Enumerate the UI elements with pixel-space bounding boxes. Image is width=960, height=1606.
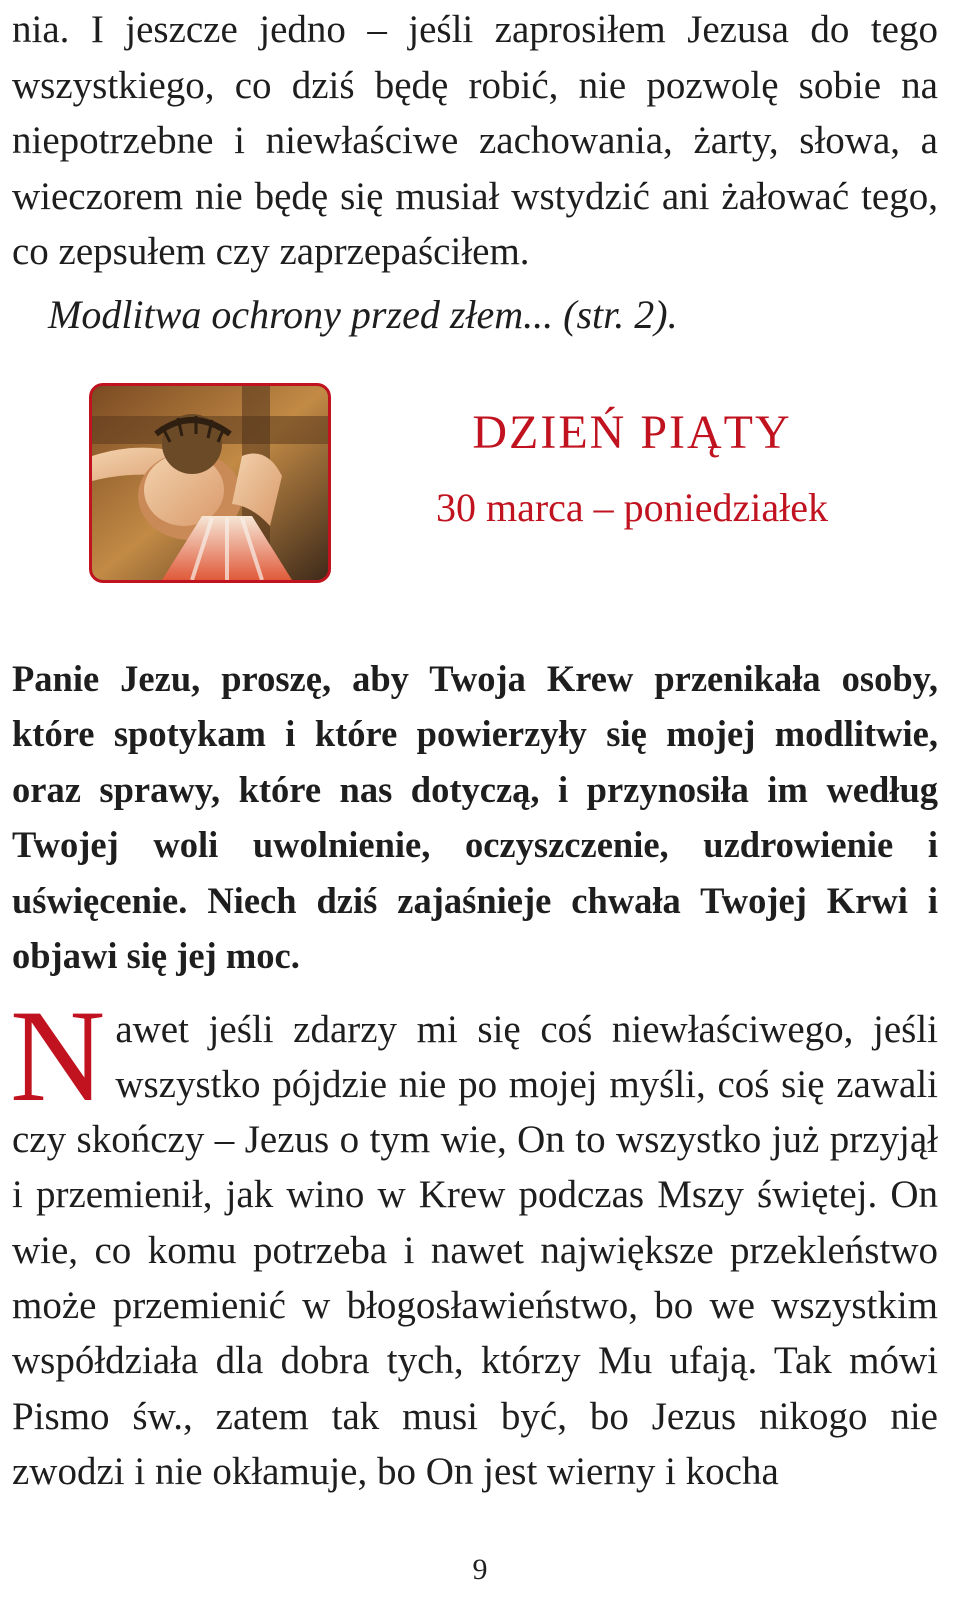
prayer-paragraph: Panie Jezu, proszę, aby Twoja Krew przenikała osoby, które spotykam i które powierzyły się mojej modlitwie, oraz sprawy, które nas dotyczą, i przynosiła im według Twojej woli uwolnienie, oczyszczenie, uzdrowienie i uświęcenie. Niech dziś zajaśnieje chwała Twojej Krwi i objawi się jej moc.	[12, 657, 938, 976]
page-number: 9	[472, 1553, 488, 1586]
drop-cap: N	[10, 981, 106, 1129]
prayer-reference: Modlitwa ochrony przed złem... (str. 2).	[48, 291, 678, 337]
body-text: awet jeśli zdarzy mi się coś niewłaściwego, jeśli wszystko pójdzie nie po mojej myśli, coś się zawali czy skończy – Jezus o tym wie, On to wszystko już przyjął i przemienił, jak wino w Krew podczas Mszy świętej. On wie, co komu potrzeba i nawet największe przekleństwo może przemienić w błogosławieństwo, bo we wszystkim współdziała dla dobra tych, którzy Mu ufają. Tak mówi Pismo św., zatem tak musi być, bo Jezus nikogo nie zwodzi i nie okłamuje, bo On jest wierny i kocha	[12, 1007, 938, 1493]
day-title: DZIEŃ PIĄTY	[472, 405, 792, 459]
intro-paragraph: nia. I jeszcze jedno – jeśli zaprosiłem Jezusa do tego wszystkiego, co dziś będę robić, nie pozwolę sobie na niepotrzebne i niewłaściwe zachowania, żarty, słowa, a wieczorem nie będę się musiał wstydzić ani żałować tego, co zepsułem czy zaprzepaściłem.	[12, 8, 938, 273]
day-date: 30 marca – poniedziałek	[435, 484, 829, 530]
crucifixion-image	[89, 383, 331, 583]
body-paragraph	[10, 981, 938, 1500]
crucifixion-illustration	[92, 386, 328, 580]
book-page	[12, 0, 938, 1499]
day-header	[12, 371, 938, 651]
